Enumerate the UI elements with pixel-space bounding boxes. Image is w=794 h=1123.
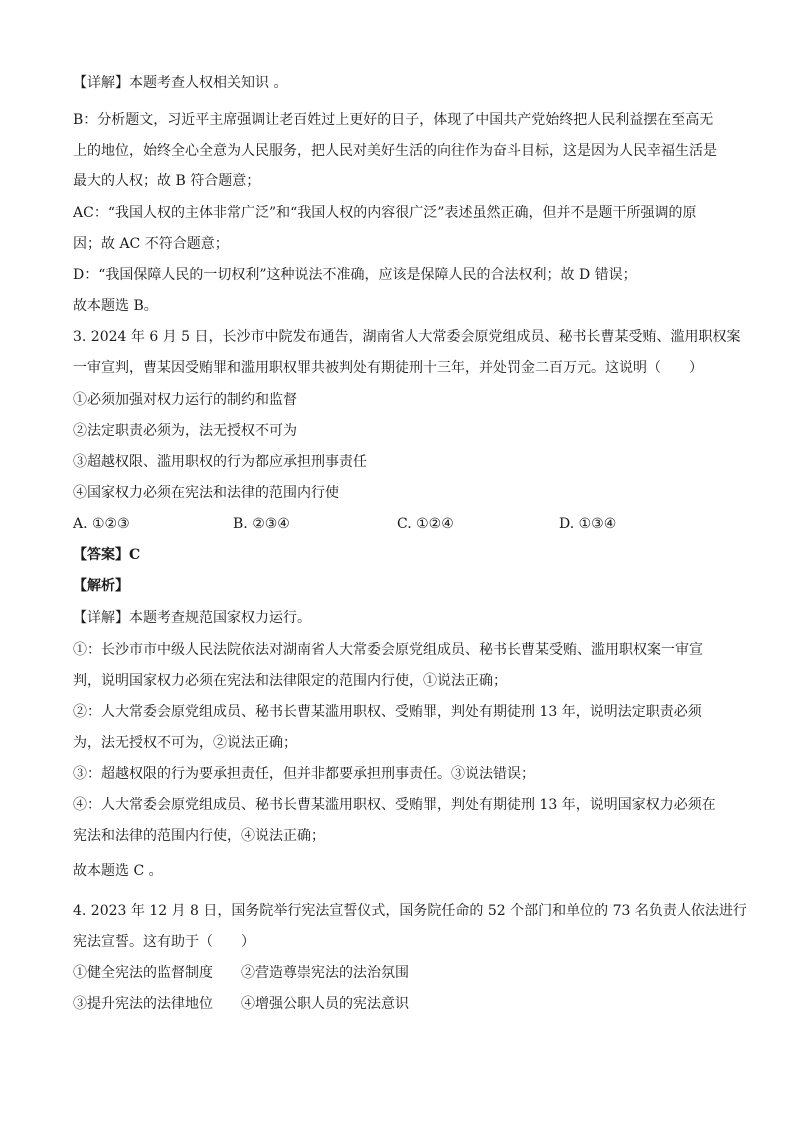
q3-item-1: ①必须加强对权力运行的制约和监督 — [73, 392, 297, 408]
q3-item-2: ②法定职责必须为，法无授权不可为 — [73, 423, 297, 439]
analysis-ac-line-2: 因；故 AC 不符合题意； — [73, 236, 229, 252]
analysis-ac-line-1: AC：“我国人权的主体非常广泛”和“我国人权的内容很广泛”表述虽然正确，但并不是题干所强调的原 — [73, 205, 697, 221]
q3-stem-line-2: 一审宣判，曹某因受贿罪和滥用职权罪共被判处有期徒刑十三年，并处罚金二百万元。这说明（ ） — [73, 360, 703, 376]
q3-explain-4-line-2: 宪法和法律的范围内行使，④说法正确； — [73, 828, 325, 844]
q3-option-c: C. ①②④ — [397, 516, 454, 532]
q3-answer: 【答案】C — [73, 547, 141, 563]
q4-stem-line-1: 4. 2023 年 12 月 8 日，国务院举行宪法宣誓仪式，国务院任命的 52 个部门和单位的 73 名负责人依法进行 — [73, 903, 747, 919]
q3-detail-heading: 【详解】本题考查规范国家权力运行。 — [73, 610, 311, 626]
q3-stem-line-1: 3. 2024 年 6 月 5 日，长沙市中院发布通告，湖南省人大常委会原党组成员、秘书长曹某受贿、滥用职权案 — [73, 329, 741, 345]
q3-option-d: D. ①③④ — [559, 516, 617, 532]
conclusion-q2: 故本题选 B。 — [73, 298, 158, 314]
q3-explain-1-line-2: 判，说明国家权力必须在宪法和法律限定的范围内行使，①说法正确； — [73, 673, 507, 689]
q3-analysis-heading: 【解析】 — [73, 578, 129, 594]
q3-explain-2-line-1: ②：人大常委会原党组成员、秘书长曹某滥用职权、受贿罪，判处有期徒刑 13 年，说明法定职责必须 — [73, 704, 702, 720]
q3-explain-2-line-2: 为，法无授权不可为，②说法正确； — [73, 735, 297, 751]
analysis-b-line-3: 最大的人权；故 B 符合题意； — [73, 173, 261, 189]
q3-conclusion: 故本题选 C 。 — [73, 863, 163, 879]
q3-option-a: A. ①②③ — [73, 516, 130, 532]
analysis-b-line-1: B：分析题文，习近平主席强调让老百姓过上更好的日子，体现了中国共产党始终把人民利益摆在至高无 — [73, 112, 714, 128]
q3-explain-3: ③：超越权限的行为要承担责任，但并非都要承担刑事责任。③说法错误； — [73, 766, 535, 782]
q4-stem-line-2: 宪法宣誓。这有助于（ ） — [73, 934, 255, 950]
q3-explain-4-line-1: ④：人大常委会原党组成员、秘书长曹某滥用职权、受贿罪，判处有期徒刑 13 年，说明国家权力必须在 — [73, 797, 716, 813]
q3-item-3: ③超越权限、滥用职权的行为都应承担刑事责任 — [73, 454, 367, 470]
detail-heading-q2: 【详解】本题考查人权相关知识 。 — [73, 75, 288, 91]
q3-option-b: B. ②③④ — [233, 516, 290, 532]
analysis-d-line: D：“我国保障人民的一切权利”这种说法不准确，应该是保障人民的合法权利；故 D 错误； — [73, 267, 637, 283]
analysis-b-line-2: 上的地位，始终全心全意为人民服务，把人民对美好生活的向往作为奋斗目标，这是因为人民幸福生活是 — [73, 143, 717, 159]
q4-items-row-1: ①健全宪法的监督制度 ②营造尊崇宪法的法治氛围 — [73, 965, 409, 981]
q3-item-4: ④国家权力必须在宪法和法律的范围内行使 — [73, 485, 339, 501]
q4-items-row-2: ③提升宪法的法律地位 ④增强公职人员的宪法意识 — [73, 996, 409, 1012]
q3-explain-1-line-1: ①：长沙市市中级人民法院依法对湖南省人大常委会原党组成员、秘书长曹某受贿、滥用职权案一审宣 — [73, 642, 703, 658]
